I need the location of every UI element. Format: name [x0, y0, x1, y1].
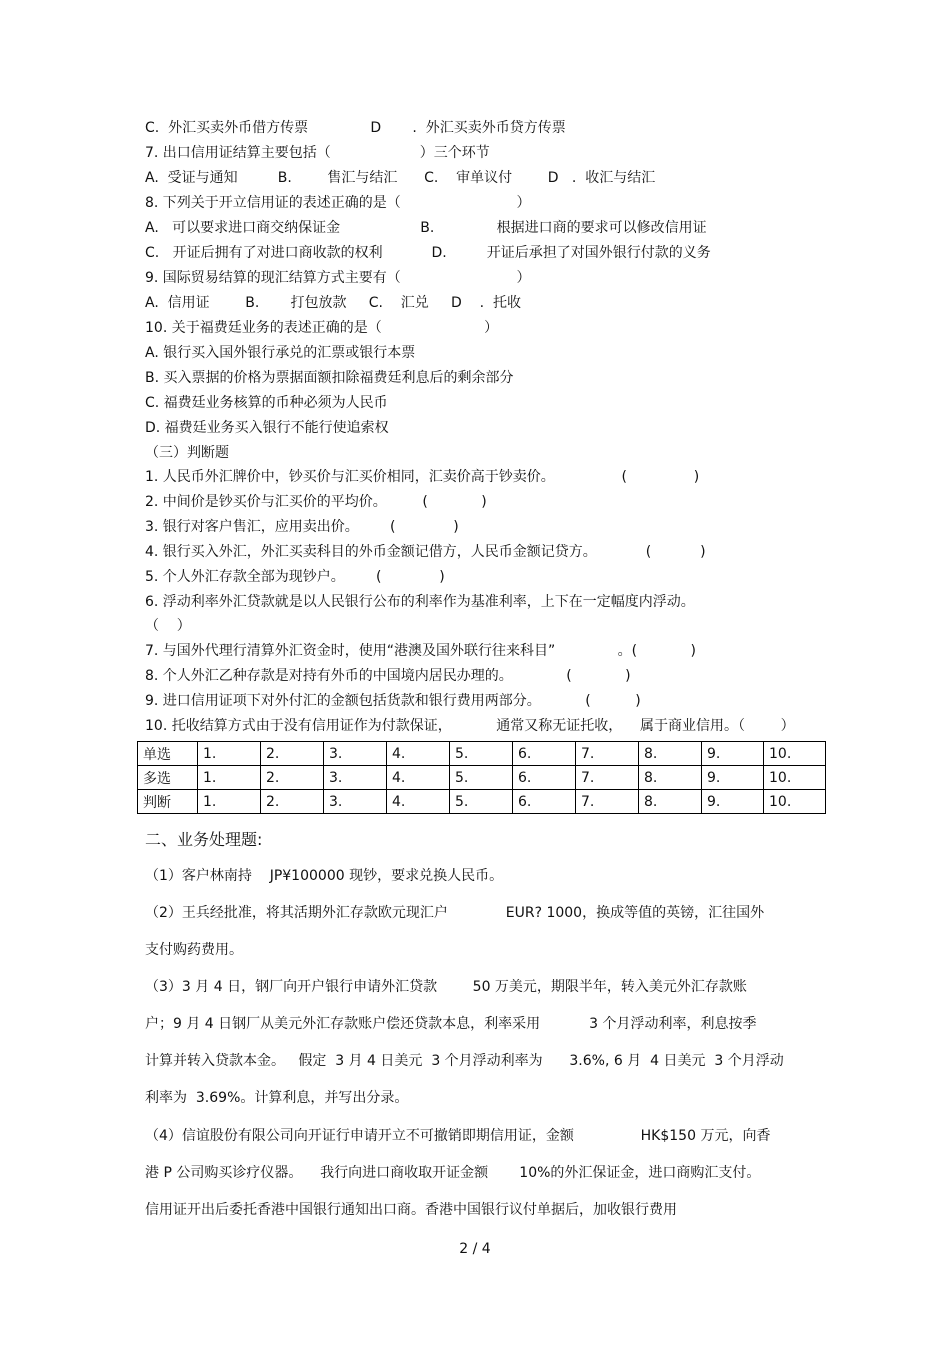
business-line: 利率为 3.69%。计算利息，并写出分录。: [145, 1090, 409, 1106]
judge-line: 10. 托收结算方式由于没有信用证作为付款保证， 通常又称无证托收， 属于商业信用。（ ）: [145, 718, 795, 734]
mc-line: C. 福费廷业务核算的币种必须为人民币: [145, 395, 388, 411]
answer-cell: 4.: [387, 790, 450, 814]
judge-line: 5. 个人外汇存款全部为现钞户。 ( ): [145, 569, 445, 585]
mc-line: B. 买入票据的价格为票据面额扣除福费廷利息后的剩余部分: [145, 370, 514, 386]
row-label: 多选: [138, 766, 198, 790]
section-heading: （三）判断题: [145, 445, 229, 461]
answer-cell: 3.: [324, 742, 387, 766]
answer-cell: 10.: [764, 766, 826, 790]
answer-cell: 8.: [639, 790, 702, 814]
answer-cell: 7.: [576, 790, 639, 814]
answer-cell: 4.: [387, 742, 450, 766]
mc-line: A. 可以要求进口商交纳保证金 B. 根据进口商的要求可以修改信用证: [145, 220, 707, 236]
judge-line: 9. 进口信用证项下对外付汇的金额包括货款和银行费用两部分。 ( ): [145, 693, 641, 709]
answer-cell: 9.: [702, 766, 764, 790]
business-line: （3）3 月 4 日，钢厂向开户银行申请外汇贷款 50 万美元，期限半年，转入美元外汇存款账: [145, 979, 747, 995]
answer-cell: 10.: [764, 790, 826, 814]
answer-cell: 1.: [198, 766, 261, 790]
section2-title: 二、业务处理题:: [145, 830, 263, 849]
table-row: [138, 790, 826, 814]
mc-line: 7. 出口信用证结算主要包括（ ）三个环节: [145, 145, 490, 161]
answer-cell: 1.: [198, 790, 261, 814]
business-line: （2）王兵经批准，将其活期外汇存款欧元现汇户 EUR? 1000，换成等值的英镑，汇往国外: [145, 905, 765, 921]
answer-cell: 2.: [261, 790, 324, 814]
answer-cell: 2.: [261, 742, 324, 766]
page-number: 2 / 4: [459, 1241, 491, 1257]
answer-cell: 8.: [639, 742, 702, 766]
answer-cell: 5.: [450, 742, 513, 766]
mc-line: A. 银行买入国外银行承兑的汇票或银行本票: [145, 345, 416, 361]
business-line: 港 P 公司购买诊疗仪器。 我行向进口商收取开证金额 10%的外汇保证金，进口商购汇支付。: [145, 1165, 761, 1181]
answer-cell: 7.: [576, 766, 639, 790]
answer-cell: 6.: [513, 766, 576, 790]
mc-line: A. 信用证 B. 打包放款 C. 汇兑 D . 托收: [145, 295, 521, 311]
answer-cell: 6.: [513, 790, 576, 814]
judge-line: 7. 与国外代理行清算外汇资金时，使用“港澳及国外联行往来科目” 。( ): [145, 643, 696, 659]
answer-cell: 8.: [639, 766, 702, 790]
answer-cell: 4.: [387, 766, 450, 790]
judge-line: 1. 人民币外汇牌价中，钞买价与汇买价相同，汇卖价高于钞卖价。 ( ): [145, 469, 700, 485]
answer-cell: 10.: [764, 742, 826, 766]
mc-line: 10. 关于福费廷业务的表述正确的是（ ）: [145, 320, 499, 336]
mc-line: C. 外汇买卖外币借方传票 D . 外汇买卖外币贷方传票: [145, 120, 566, 136]
business-line: 支付购药费用。: [145, 942, 243, 958]
table-row: [138, 766, 826, 790]
judge-line: 3. 银行对客户售汇，应用卖出价。 ( ): [145, 519, 459, 535]
answer-cell: 3.: [324, 790, 387, 814]
business-line: 计算并转入贷款本金。 假定 3 月 4 日美元 3 个月浮动利率为 3.6%, 6 月 4 日美元 3 个月浮动: [145, 1053, 784, 1069]
answer-cell: 2.: [261, 766, 324, 790]
answer-cell: 3.: [324, 766, 387, 790]
judge-line: 2. 中间价是钞买价与汇买价的平均价。 ( ): [145, 494, 487, 510]
mc-line: C. 开证后拥有了对进口商收款的权利 D. 开证后承担了对国外银行付款的义务: [145, 245, 711, 261]
mc-line: D. 福费廷业务买入银行不能行使追索权: [145, 420, 389, 436]
answer-cell: 6.: [513, 742, 576, 766]
business-line: 信用证开出后委托香港中国银行通知出口商。香港中国银行议付单据后，加收银行费用: [145, 1202, 677, 1218]
row-label: 单选: [138, 742, 198, 766]
judge-line: 8. 个人外汇乙种存款是对持有外币的中国境内居民办理的。 ( ): [145, 668, 631, 684]
mc-line: 9. 国际贸易结算的现汇结算方式主要有（ ）: [145, 270, 531, 286]
answer-table: [137, 741, 826, 814]
judge-line: 4. 银行买入外汇，外汇买卖科目的外币金额记借方，人民币金额记贷方。 ( ): [145, 544, 706, 560]
answer-cell: 7.: [576, 742, 639, 766]
business-line: （1）客户林南持 JP¥100000 现钞，要求兑换人民币。: [145, 868, 504, 884]
business-line: （4）信谊股份有限公司向开证行申请开立不可撤销即期信用证，金额 HK$150 万元，向香: [145, 1128, 771, 1144]
answer-cell: 9.: [702, 742, 764, 766]
answer-cell: 1.: [198, 742, 261, 766]
business-line: 户；9 月 4 日钢厂从美元外汇存款账户偿还贷款本息，利率采用 3 个月浮动利率，利息按季: [145, 1016, 757, 1032]
answer-cell: 9.: [702, 790, 764, 814]
judge-line: （ ）: [145, 618, 191, 634]
mc-line: 8. 下列关于开立信用证的表述正确的是（ ）: [145, 195, 531, 211]
mc-line: A. 受证与通知 B. 售汇与结汇 C. 审单议付 D . 收汇与结汇: [145, 170, 656, 186]
answer-cell: 5.: [450, 766, 513, 790]
answer-cell: 5.: [450, 790, 513, 814]
row-label: 判断: [138, 790, 198, 814]
judge-line: 6. 浮动利率外汇贷款就是以人民银行公布的利率作为基准利率，上下在一定幅度内浮动。: [145, 594, 695, 610]
table-row: [138, 742, 826, 766]
